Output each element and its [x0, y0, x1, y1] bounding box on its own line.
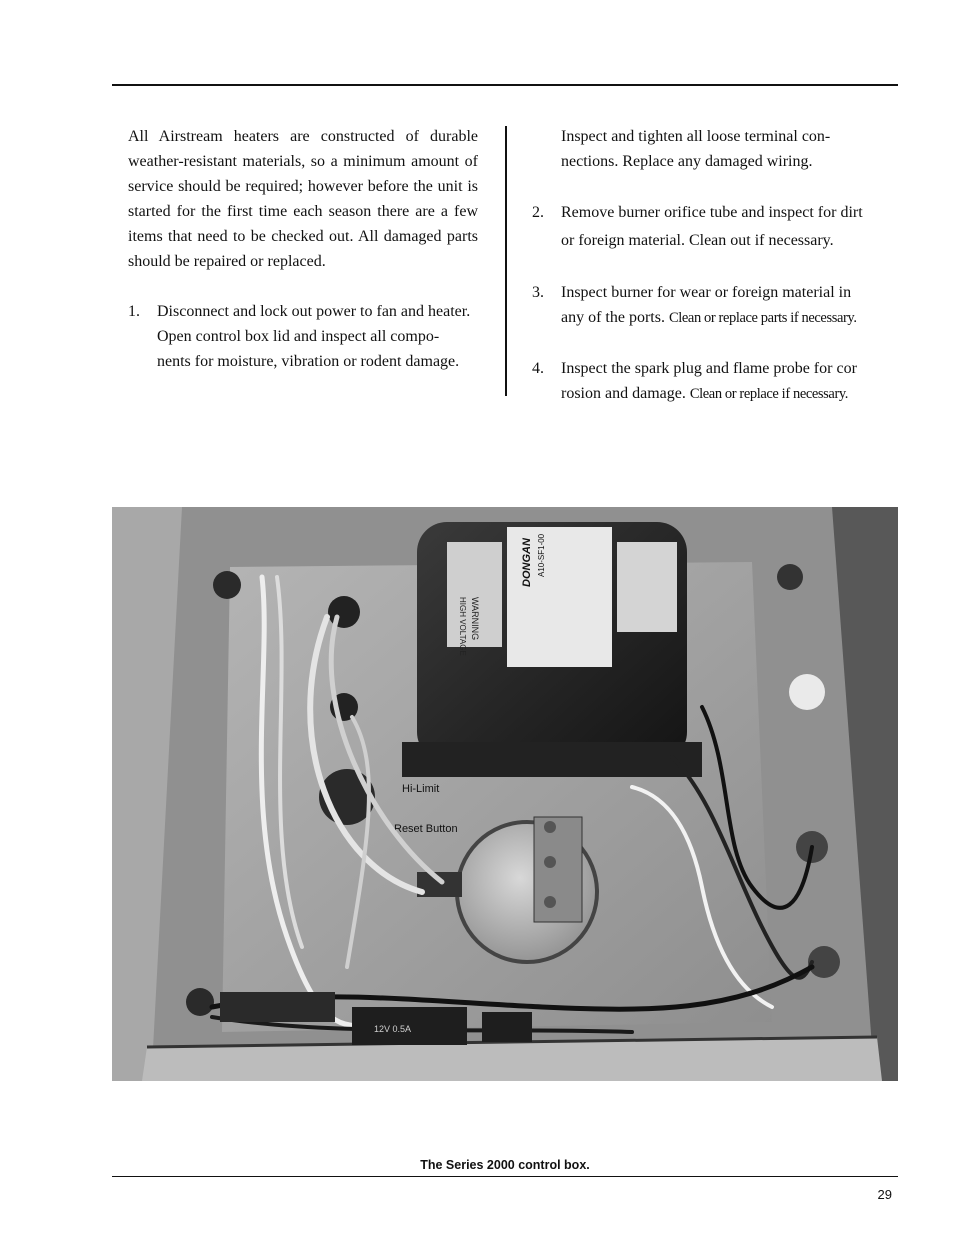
- list-item-2: [532, 199, 892, 255]
- list-number: 4.: [532, 360, 544, 377]
- list-item-3: [532, 280, 892, 331]
- list-line: Inspect and tighten all loose terminal con-: [561, 128, 831, 145]
- list-number: 2.: [532, 204, 544, 221]
- list-line: or foreign material. Clean out if necessary.: [561, 232, 834, 249]
- list-line: nents for moisture, vibration or rodent damage.: [157, 353, 460, 370]
- list-item-1: [128, 299, 478, 374]
- page-number: 29: [877, 1187, 892, 1202]
- hilimit-label-1: Hi-Limit: [402, 783, 440, 795]
- column-divider: [505, 126, 507, 396]
- brand-label: DONGAN: [521, 538, 533, 587]
- list-line: Remove burner orifice tube and inspect for dirt: [561, 204, 863, 221]
- list-item-4: [532, 356, 892, 407]
- transformer-label: 12V 0.5A: [374, 1024, 412, 1034]
- footer-rule: [112, 1176, 898, 1177]
- list-line: Open control box lid and inspect all compo-: [157, 328, 440, 345]
- list-number: 1.: [128, 303, 140, 320]
- control-box-photo: [112, 507, 898, 1081]
- warning-label-1: WARNING: [470, 597, 480, 641]
- list-line: rosion and damage. Clean or replace if necessary.: [561, 385, 849, 402]
- right-column: [532, 124, 892, 407]
- left-column: [128, 124, 478, 374]
- figure-caption: The Series 2000 control box.: [420, 1158, 590, 1172]
- list-item-1-continuation: [532, 124, 892, 174]
- header-rule: [112, 84, 898, 86]
- list-line: Inspect the spark plug and flame probe for cor: [561, 360, 857, 377]
- list-line: Inspect burner for wear or foreign material in: [561, 284, 852, 301]
- intro-paragraph: All Airstream heaters are constructed of durable weather-resistant materials, so a minimum amount of service should be required; however before the unit is started for the first time each season there are a few items that need to be checked out. All damaged parts should be repaired or replaced.: [128, 128, 478, 270]
- model-label: A10-SF1-00: [537, 533, 546, 577]
- hilimit-label-2: Reset Button: [394, 823, 458, 835]
- warning-label-2: HIGH VOLTAGE: [458, 597, 467, 656]
- list-number: 3.: [532, 284, 544, 301]
- list-line: Disconnect and lock out power to fan and heater.: [157, 303, 471, 320]
- list-line: nections. Replace any damaged wiring.: [561, 153, 813, 170]
- list-line: any of the ports. Clean or replace parts if necessary.: [561, 309, 857, 326]
